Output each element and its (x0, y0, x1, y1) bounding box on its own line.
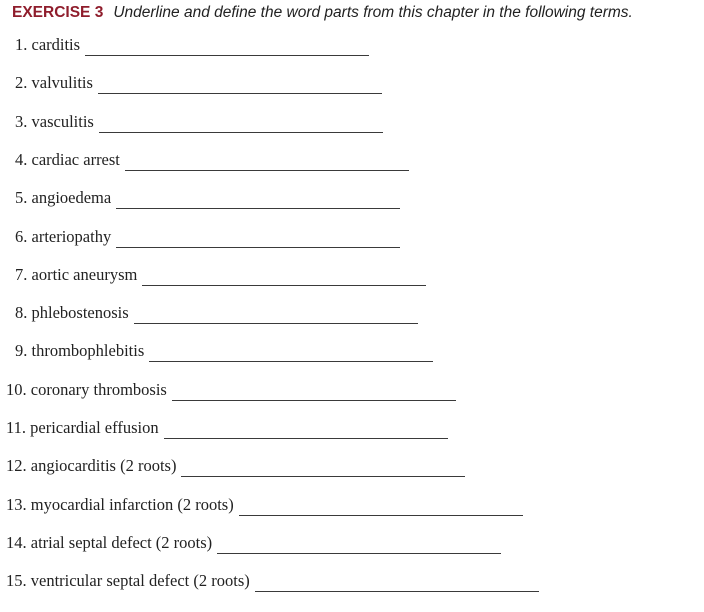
answer-line[interactable] (239, 515, 523, 516)
term-label (6, 571, 250, 591)
term-number: 14. (6, 533, 27, 552)
term-label (6, 456, 176, 476)
answer-line[interactable] (116, 247, 400, 248)
answer-line[interactable] (116, 208, 400, 209)
exercise-label: EXERCISE 3 (12, 4, 104, 21)
term-number: 4. (15, 150, 28, 169)
term-number: 15. (6, 571, 27, 590)
term-number: 7. (15, 265, 28, 284)
term-text: atrial septal defect (2 roots) (30, 533, 213, 552)
term-label (15, 150, 120, 170)
term-item (0, 35, 704, 73)
term-number: 6. (15, 227, 28, 246)
term-number: 12. (6, 456, 27, 475)
term-label (6, 533, 212, 553)
term-text: angioedema (31, 188, 112, 207)
answer-line[interactable] (142, 285, 426, 286)
term-text: angiocarditis (2 roots) (30, 456, 177, 475)
term-text: ventricular septal defect (2 roots) (30, 571, 250, 590)
answer-line[interactable] (181, 476, 465, 477)
answer-line[interactable] (255, 591, 539, 592)
term-text: phlebostenosis (31, 303, 129, 322)
answer-line[interactable] (164, 438, 448, 439)
term-text: aortic aneurysm (31, 265, 138, 284)
term-item (0, 227, 704, 265)
term-number: 10. (6, 380, 27, 399)
term-item (0, 303, 704, 341)
term-text: thrombophlebitis (31, 341, 145, 360)
term-text: valvulitis (31, 73, 93, 92)
term-item (0, 418, 704, 456)
term-text: pericardial effusion (30, 418, 159, 437)
term-item (0, 265, 704, 303)
term-item (0, 456, 704, 494)
term-text: coronary thrombosis (30, 380, 167, 399)
term-label (15, 73, 93, 93)
term-item (0, 112, 704, 150)
term-text: vasculitis (31, 112, 94, 131)
term-label (15, 227, 111, 247)
answer-line[interactable] (149, 361, 433, 362)
term-item (0, 73, 704, 111)
term-label (15, 303, 129, 323)
term-number: 8. (15, 303, 28, 322)
term-label (15, 35, 80, 55)
term-number: 13. (6, 495, 27, 514)
answer-line[interactable] (217, 553, 501, 554)
term-number: 3. (15, 112, 28, 131)
term-number: 9. (15, 341, 28, 360)
term-label (15, 188, 111, 208)
term-number: 2. (15, 73, 28, 92)
answer-line[interactable] (85, 55, 369, 56)
answer-line[interactable] (125, 170, 409, 171)
answer-line[interactable] (98, 93, 382, 94)
term-item (0, 533, 704, 571)
term-item (0, 341, 704, 379)
term-label (15, 112, 94, 132)
term-label (6, 418, 159, 438)
term-number: 11. (6, 418, 27, 437)
term-item (0, 380, 704, 418)
term-text: carditis (31, 35, 81, 54)
term-item (0, 150, 704, 188)
exercise-instruction: Underline and define the word parts from this chapter in the following terms. (113, 4, 633, 21)
term-number: 1. (15, 35, 28, 54)
answer-line[interactable] (99, 132, 383, 133)
term-text: arteriopathy (31, 227, 112, 246)
term-text: myocardial infarction (2 roots) (30, 495, 234, 514)
term-number: 5. (15, 188, 28, 207)
term-item (0, 571, 704, 609)
term-text: cardiac arrest (31, 150, 120, 169)
term-label (6, 495, 234, 515)
answer-line[interactable] (134, 323, 418, 324)
term-item (0, 188, 704, 226)
term-label (15, 265, 137, 285)
term-label (6, 380, 167, 400)
answer-line[interactable] (172, 400, 456, 401)
term-item (0, 495, 704, 533)
term-label (15, 341, 144, 361)
